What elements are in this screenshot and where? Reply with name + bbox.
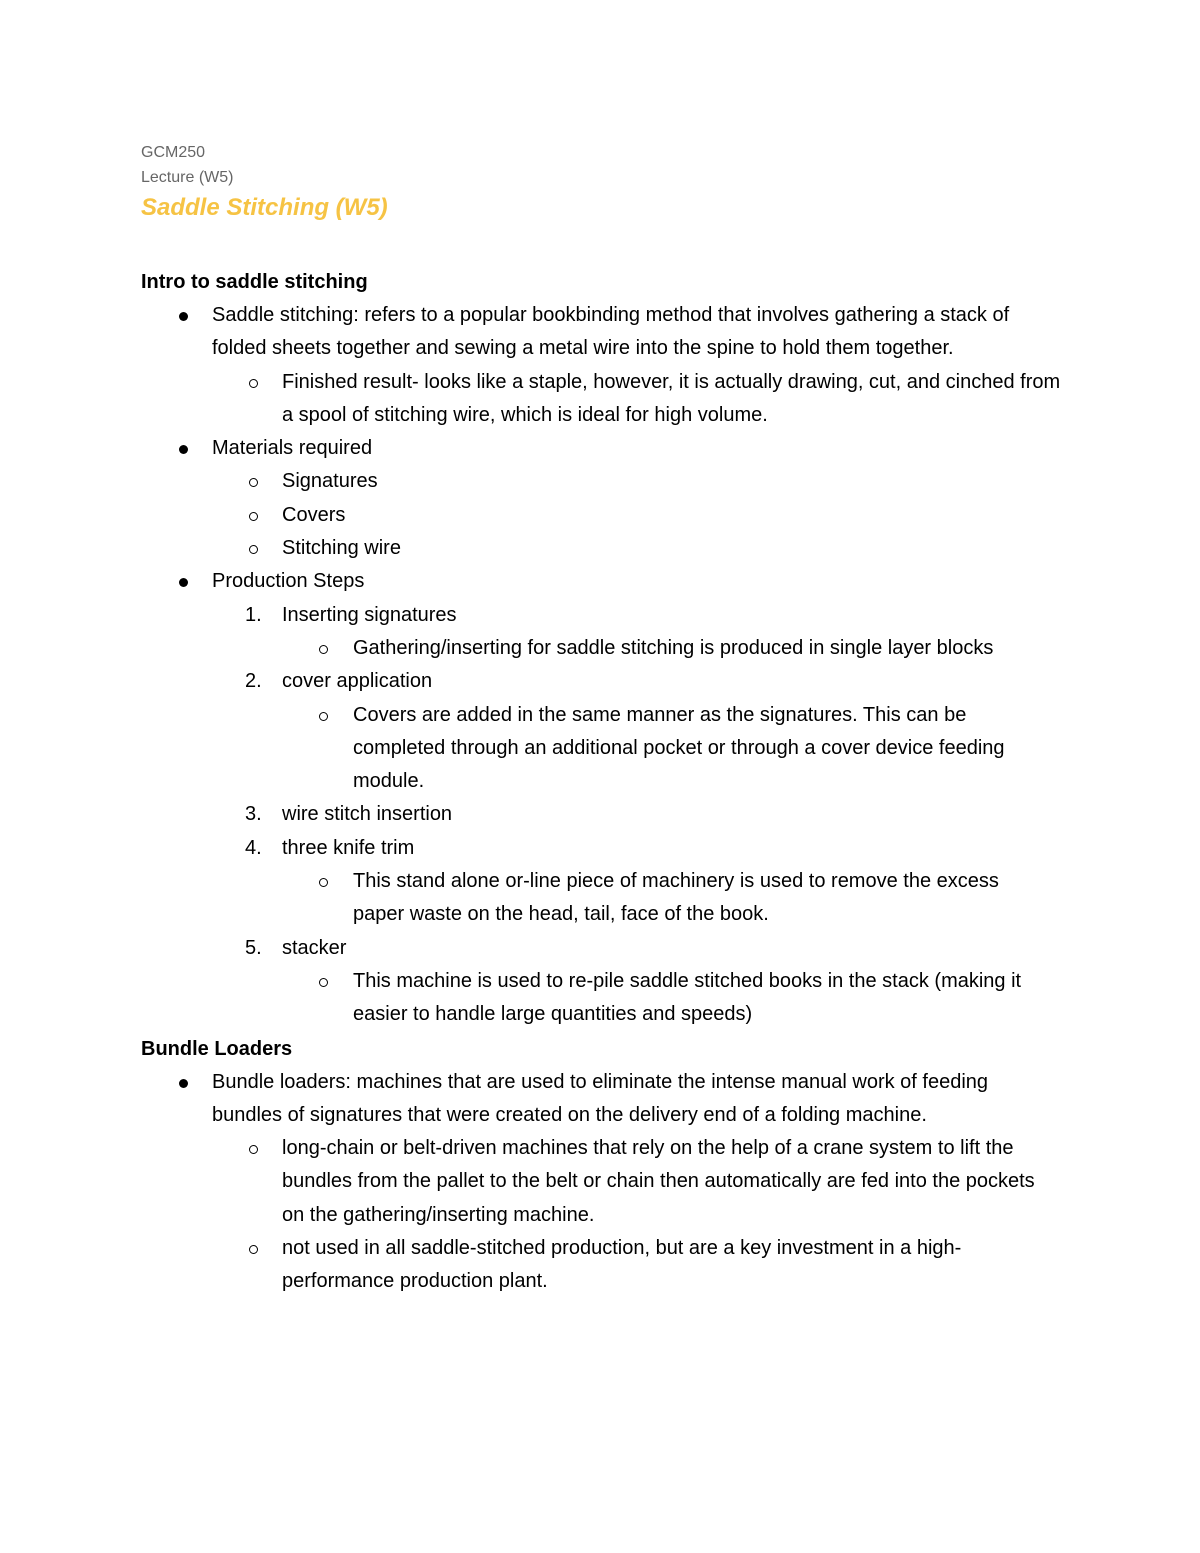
list-item xyxy=(141,699,1061,799)
list-item xyxy=(141,532,1061,565)
bullet-text: Materials required xyxy=(212,437,373,460)
list-item xyxy=(141,299,1061,366)
list-item xyxy=(141,366,1061,433)
sub-bullet-text: Finished result- looks like a staple, however, it is actually drawing, cut, and cinched from a spool of stitching wire, which is ideal for high volume. xyxy=(282,370,1061,426)
bullet-text: Production Steps xyxy=(212,570,365,593)
list-item xyxy=(141,1132,1061,1232)
bullet-text: Saddle stitching: refers to a popular bookbinding method that involves gathering a stack of folded sheets together and sewing a metal wire into the spine to hold them together. xyxy=(212,304,1010,360)
bullet-dot-icon xyxy=(179,578,188,587)
material-item: Signatures xyxy=(282,470,378,493)
section-heading-intro: Intro to saddle stitching xyxy=(141,271,368,293)
bullet-circle-icon xyxy=(249,1245,258,1254)
list-item xyxy=(141,632,1061,665)
lecture-label: Lecture (W5) xyxy=(141,169,234,186)
course-code: GCM250 xyxy=(141,144,206,161)
bullet-circle-icon xyxy=(249,545,258,554)
list-item xyxy=(141,965,1061,1032)
list-item xyxy=(141,565,1061,598)
step-detail: This stand alone or-line piece of machinery is used to remove the excess paper waste on the head, tail, face of the book. xyxy=(353,870,999,926)
bullet-circle-icon xyxy=(249,1145,258,1154)
step-item xyxy=(141,932,1061,965)
bullet-circle-icon xyxy=(319,878,328,887)
step-item xyxy=(141,665,1061,698)
step-item xyxy=(141,798,1061,831)
step-item xyxy=(141,599,1061,632)
step-number: 4. xyxy=(245,836,262,859)
document-page xyxy=(141,140,1061,1299)
list-item xyxy=(141,1232,1061,1299)
bullet-circle-icon xyxy=(319,712,328,721)
step-detail: Gathering/inserting for saddle stitching is produced in single layer blocks xyxy=(353,636,994,659)
step-detail: This machine is used to re-pile saddle stitched books in the stack (making it easier to handle large quantities and speeds) xyxy=(353,969,1022,1026)
bullet-circle-icon xyxy=(319,645,328,654)
sub-bullet-text: not used in all saddle-stitched production, but are a key investment in a high-performance production plant. xyxy=(282,1237,962,1293)
step-number: 5. xyxy=(245,936,262,959)
list-item xyxy=(141,1066,1061,1133)
material-item: Stitching wire xyxy=(282,537,401,560)
bullet-circle-icon xyxy=(249,379,258,388)
bullet-circle-icon xyxy=(249,478,258,487)
list-item xyxy=(141,432,1061,465)
step-item xyxy=(141,832,1061,865)
step-label: cover application xyxy=(282,670,433,693)
bullet-dot-icon xyxy=(179,445,188,454)
list-item xyxy=(141,865,1061,932)
step-number: 1. xyxy=(245,603,262,626)
document-title: Saddle Stitching (W5) xyxy=(141,194,388,221)
bullet-dot-icon xyxy=(179,312,188,321)
bullet-circle-icon xyxy=(319,978,328,987)
step-number: 3. xyxy=(245,803,262,826)
step-detail: Covers are added in the same manner as the signatures. This can be completed through an additional pocket or through a cover device feeding module. xyxy=(353,703,1005,793)
step-number: 2. xyxy=(245,670,262,693)
list-item xyxy=(141,499,1061,532)
bullet-circle-icon xyxy=(249,512,258,521)
section-heading-bundle-loaders: Bundle Loaders xyxy=(141,1037,293,1060)
sub-bullet-text: long-chain or belt-driven machines that rely on the help of a crane system to lift the bundles from the pallet to the belt or chain then automatically are fed into the pockets on the gathering/inserting machine. xyxy=(282,1137,1035,1226)
step-label: wire stitch insertion xyxy=(282,803,453,826)
material-item: Covers xyxy=(282,503,346,526)
step-label: Inserting signatures xyxy=(282,603,457,626)
list-item xyxy=(141,465,1061,498)
step-label: three knife trim xyxy=(282,836,415,859)
step-label: stacker xyxy=(282,936,347,959)
bullet-dot-icon xyxy=(179,1079,188,1088)
bullet-text: Bundle loaders: machines that are used to eliminate the intense manual work of feeding bundles of signatures that were created on the delivery end of a folding machine. xyxy=(212,1070,989,1126)
